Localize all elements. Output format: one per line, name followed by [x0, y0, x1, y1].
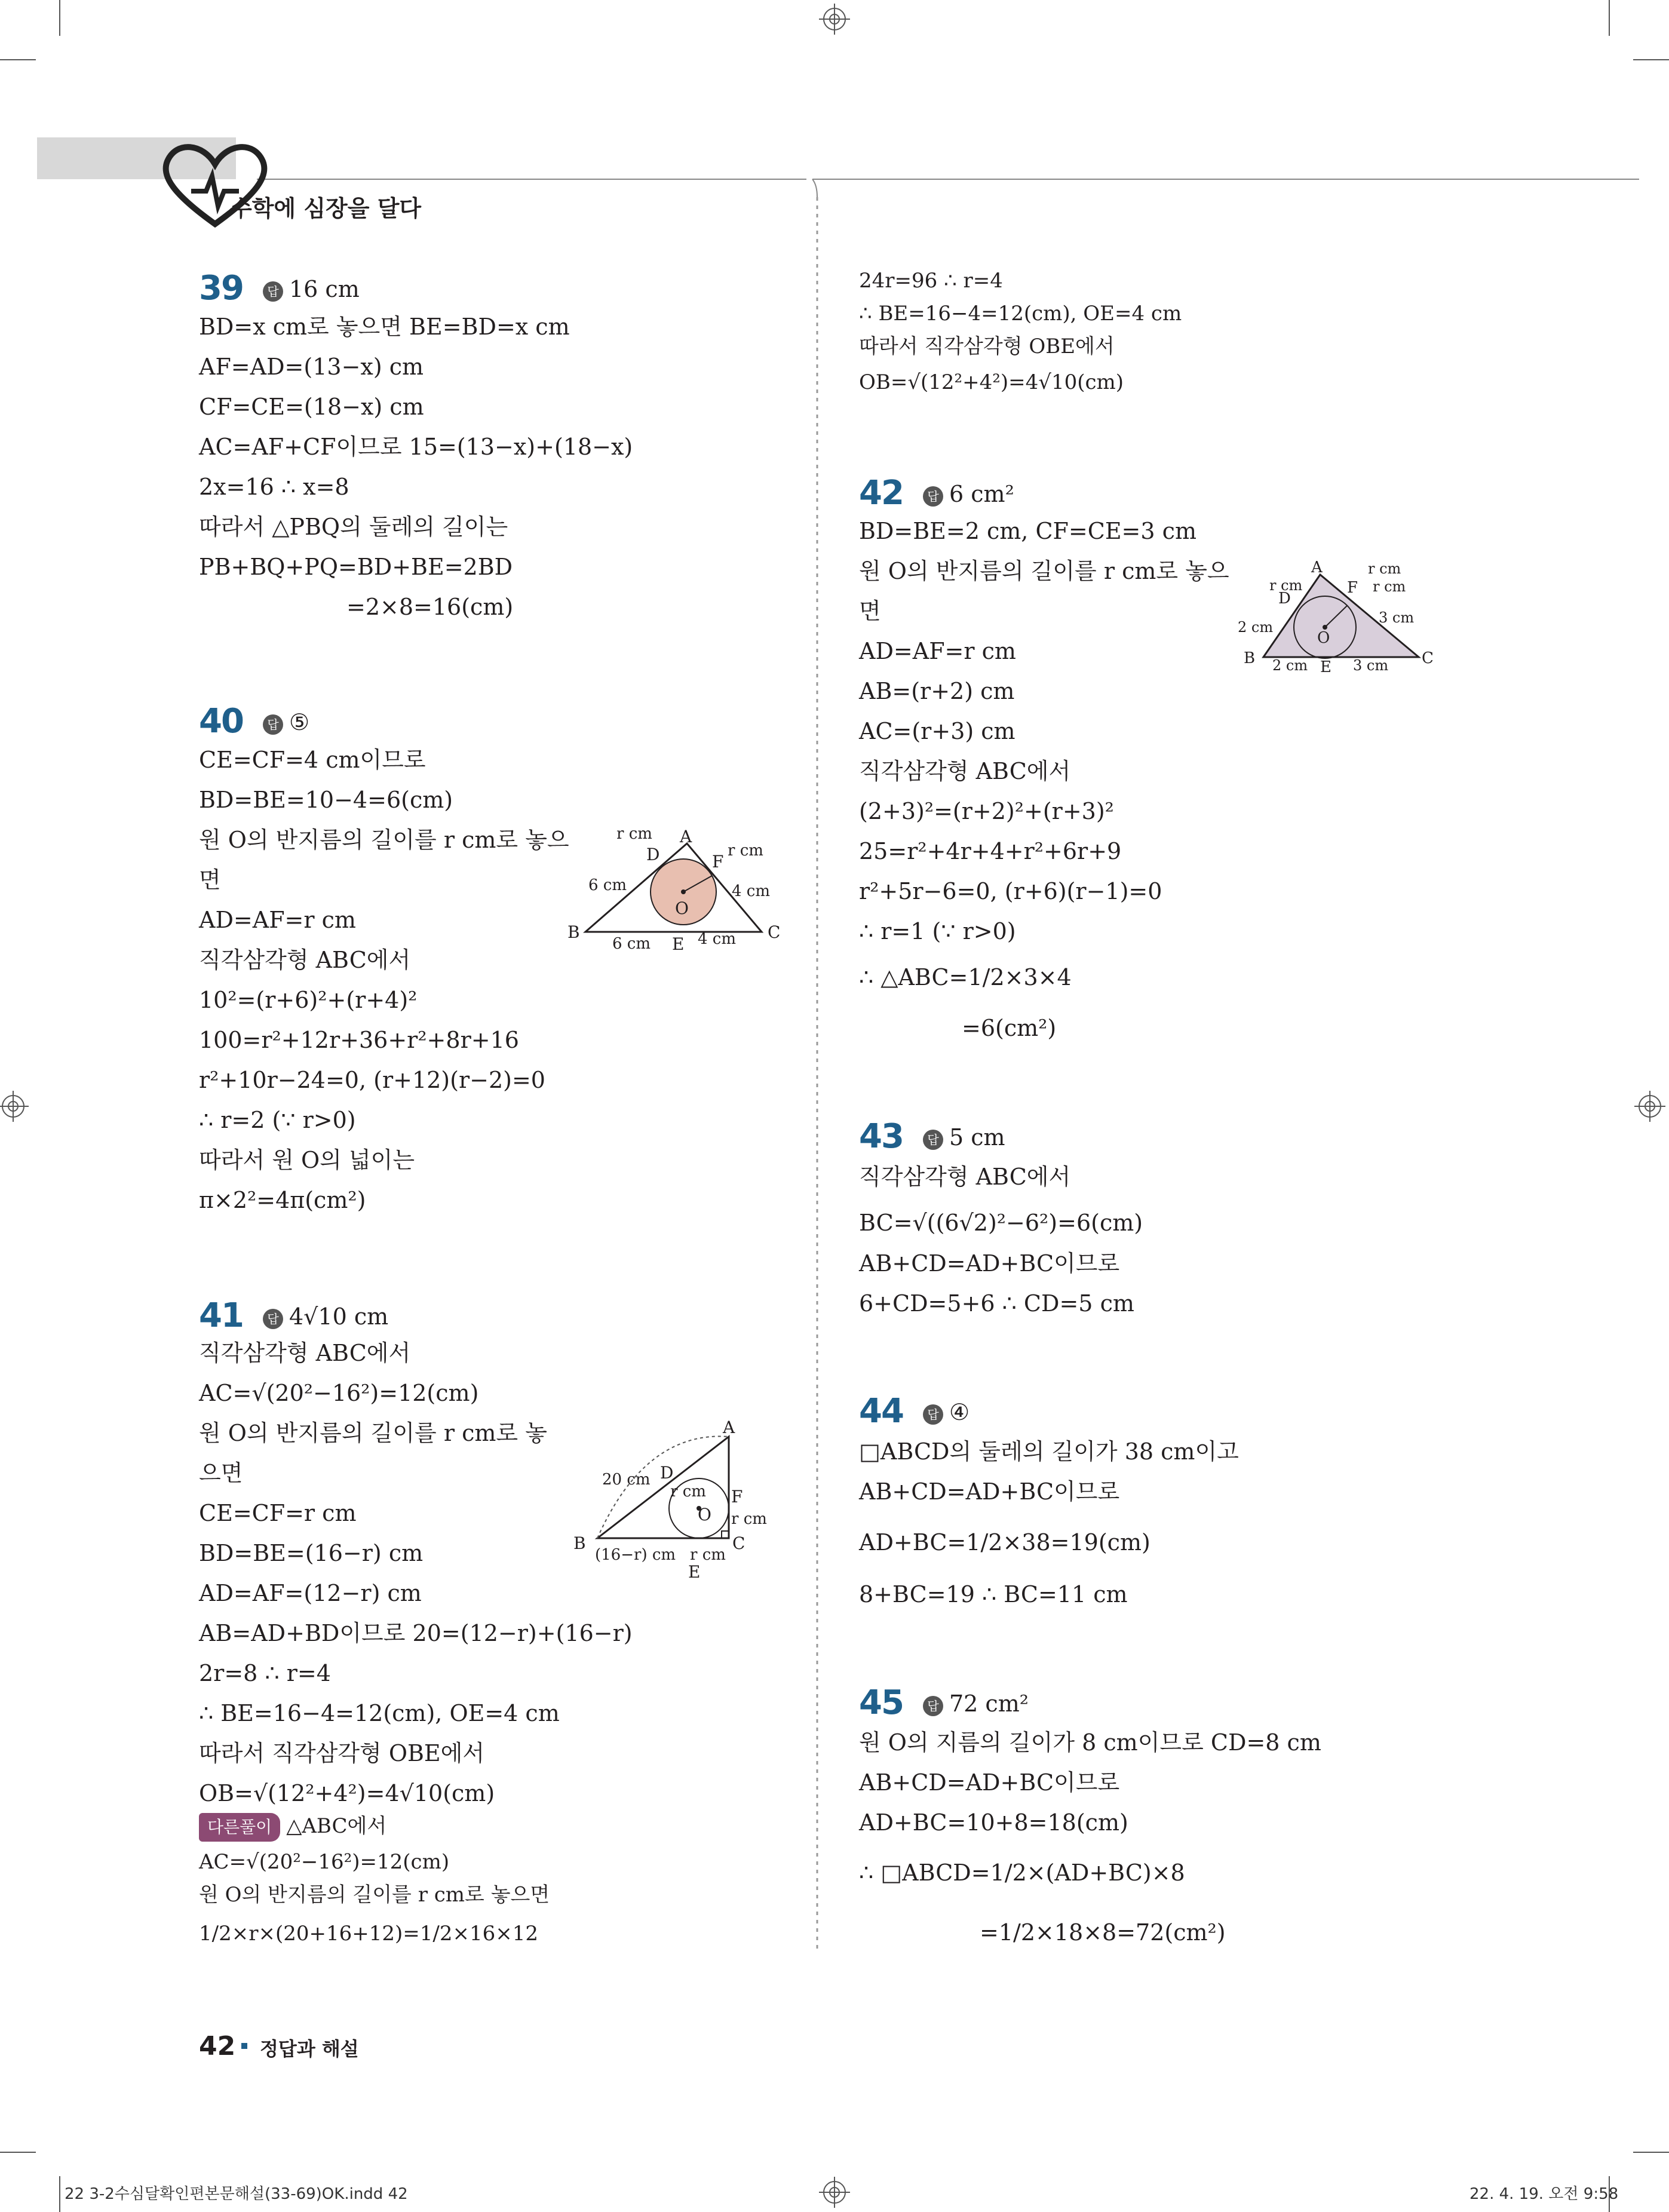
svg-text:O: O	[1317, 629, 1330, 647]
problem-number: 40	[199, 702, 243, 741]
answer-badge-icon: 답	[263, 281, 283, 302]
svg-text:E: E	[672, 934, 685, 954]
svg-text:F: F	[731, 1487, 743, 1507]
solution-line: AD=AF=r cm	[859, 638, 1016, 664]
solution-line: r²+10r−24=0, (r+12)(r−2)=0	[199, 1067, 545, 1093]
solution-line: 2x=16 ∴ x=8	[199, 474, 349, 500]
answer-badge-icon: 답	[263, 714, 283, 735]
solution-line: 100=r²+12r+36+r²+8r+16	[199, 1027, 519, 1053]
svg-text:20 cm: 20 cm	[602, 1471, 651, 1489]
solution-line: 원 O의 반지름의 길이를 r cm로 놓	[199, 1420, 547, 1446]
solution-line: AD+BC=1/2×38=19(cm)	[859, 1529, 1150, 1556]
solution-line: □ABCD의 둘레의 길이가 38 cm이고	[859, 1438, 1239, 1465]
solution-line: 직각삼각형 ABC에서	[859, 1164, 1071, 1190]
answer-badge-icon: 답	[923, 1404, 943, 1425]
answer: 답 ⑤	[263, 709, 309, 735]
solution-line: ∴ r=1 (∵ r>0)	[859, 918, 1016, 944]
solution-line: 원 O의 반지름의 길이를 r cm로 놓으면	[199, 1883, 550, 1907]
solution-line: 8+BC=19 ∴ BC=11 cm	[859, 1581, 1128, 1607]
solution-line: 따라서 원 O의 넓이는	[199, 1147, 415, 1173]
svg-text:D: D	[660, 1463, 674, 1483]
svg-text:r cm: r cm	[616, 825, 652, 843]
triangle-figure-40	[562, 824, 781, 954]
svg-text:A: A	[680, 827, 692, 846]
svg-text:F: F	[1347, 579, 1358, 597]
svg-text:4 cm: 4 cm	[732, 882, 771, 900]
solution-line: AD+BC=10+8=18(cm)	[859, 1809, 1128, 1836]
solution-line: (2+3)²=(r+2)²+(r+3)²	[859, 798, 1114, 824]
solution-line: BD=BE=10−4=6(cm)	[199, 787, 453, 813]
svg-text:4 cm: 4 cm	[698, 930, 737, 948]
solution-line: 원 O의 반지름의 길이를 r cm로 놓으	[199, 827, 569, 853]
footer-bullet-icon	[241, 2043, 247, 2049]
solution-line: 10²=(r+6)²+(r+4)²	[199, 987, 418, 1013]
solution-line: ∴ △ABC=1/2×3×4	[859, 964, 1072, 990]
svg-text:r cm: r cm	[1373, 578, 1406, 595]
solution-line: BD=BE=(16−r) cm	[199, 1540, 424, 1566]
solution-line: 원 O의 지름의 길이가 8 cm이므로 CD=8 cm	[859, 1729, 1321, 1756]
solution-line: ∴ r=2 (∵ r>0)	[199, 1107, 356, 1133]
problem-number: 43	[859, 1117, 903, 1156]
solution-line: 24r=96 ∴ r=4	[859, 269, 1003, 293]
solution-line: 직각삼각형 ABC에서	[199, 947, 411, 973]
section-title: 정답과 해설	[260, 2038, 359, 2060]
solution-line: 직각삼각형 ABC에서	[199, 1340, 411, 1366]
solution-line: 직각삼각형 ABC에서	[859, 758, 1071, 784]
svg-text:E: E	[1320, 658, 1331, 676]
answer-badge-icon: 답	[263, 1309, 283, 1329]
solution-line: AF=AD=(13−x) cm	[199, 354, 424, 380]
svg-text:6 cm: 6 cm	[612, 935, 651, 953]
svg-text:D: D	[646, 845, 660, 864]
solution-line: AB+CD=AD+BC이므로	[859, 1478, 1120, 1505]
print-date: 22. 4. 19. 오전 9:58	[1469, 2185, 1619, 2203]
alt-solution-header: 다른풀이 △ABC에서	[199, 1813, 386, 1842]
svg-text:B: B	[1244, 649, 1256, 667]
page-number: 42	[199, 2031, 236, 2061]
solution-line: AD=AF=r cm	[199, 907, 356, 933]
svg-text:3 cm: 3 cm	[1379, 609, 1415, 626]
solution-line: OB=√(12²+4²)=4√10(cm)	[859, 370, 1124, 394]
solution-line: π×2²=4π(cm²)	[199, 1187, 366, 1213]
svg-text:A: A	[723, 1418, 735, 1437]
svg-text:r cm: r cm	[1269, 577, 1303, 594]
answer: 답 6 cm²	[923, 481, 1014, 507]
problem-number: 42	[859, 474, 903, 513]
answer: 답 5 cm	[923, 1124, 1005, 1151]
svg-text:O: O	[675, 898, 689, 918]
header-title: 수학에 심장을 달다	[230, 195, 422, 222]
svg-text:r cm: r cm	[670, 1483, 706, 1501]
svg-text:2 cm: 2 cm	[1272, 657, 1308, 674]
solution-line: CF=CE=(18−x) cm	[199, 394, 424, 420]
svg-text:6 cm: 6 cm	[588, 876, 627, 894]
svg-text:B: B	[567, 922, 580, 942]
solution-line: PB+BQ+PQ=BD+BE=2BD	[199, 554, 513, 580]
solution-line: =6(cm²)	[962, 1015, 1057, 1041]
solution-line: ∴ □ABCD=1/2×(AD+BC)×8	[859, 1860, 1185, 1886]
svg-text:O: O	[698, 1505, 711, 1524]
svg-text:E: E	[688, 1562, 701, 1582]
answer-badge-icon: 답	[923, 1696, 943, 1716]
svg-text:r cm: r cm	[690, 1546, 726, 1564]
answer: 답 ④	[923, 1399, 970, 1425]
triangle-figure-42	[1237, 556, 1440, 675]
solution-line: CE=CF=r cm	[199, 1500, 357, 1526]
solution-line: 1/2×r×(20+16+12)=1/2×16×12	[199, 1922, 538, 1946]
solution-line: BC=√((6√2)²−6²)=6(cm)	[859, 1210, 1143, 1236]
svg-text:C: C	[768, 922, 781, 942]
answer: 답 16 cm	[263, 276, 360, 302]
solution-line: 6+CD=5+6 ∴ CD=5 cm	[859, 1290, 1134, 1317]
svg-text:2 cm: 2 cm	[1238, 619, 1274, 636]
solution-line: 으면	[199, 1460, 243, 1486]
problem-number: 41	[199, 1296, 243, 1335]
solution-line: 면	[859, 598, 881, 624]
svg-text:D: D	[1278, 590, 1291, 608]
solution-line: AC=AF+CF이므로 15=(13−x)+(18−x)	[199, 434, 633, 460]
solution-line: 2r=8 ∴ r=4	[199, 1660, 331, 1686]
svg-text:(16−r) cm: (16−r) cm	[595, 1546, 676, 1564]
solution-line: OB=√(12²+4²)=4√10(cm)	[199, 1780, 495, 1806]
problem-number: 45	[859, 1683, 903, 1722]
svg-text:C: C	[732, 1533, 745, 1553]
solution-line: 25=r²+4r+4+r²+6r+9	[859, 838, 1122, 864]
solution-line: =1/2×18×8=72(cm²)	[980, 1919, 1226, 1946]
svg-text:r cm: r cm	[731, 1510, 767, 1528]
answer-badge-icon: 답	[923, 1130, 943, 1150]
solution-line: ∴ BE=16−4=12(cm), OE=4 cm	[859, 302, 1182, 326]
solution-line: r²+5r−6=0, (r+6)(r−1)=0	[859, 878, 1162, 904]
solution-line: 원 O의 반지름의 길이를 r cm로 놓으	[859, 558, 1229, 584]
svg-text:3 cm: 3 cm	[1353, 657, 1389, 674]
svg-text:r cm: r cm	[1368, 560, 1401, 577]
problem-number: 44	[859, 1392, 903, 1431]
alt-solution-chip: 다른풀이	[199, 1813, 280, 1842]
solution-line: AB=(r+2) cm	[859, 678, 1015, 704]
problem-number: 39	[199, 269, 243, 308]
svg-text:B: B	[573, 1533, 586, 1553]
file-name: 22 3-2수심달확인편본문해설(33-69)OK.indd 42	[65, 2185, 408, 2203]
solution-line: AC=(r+3) cm	[859, 718, 1015, 744]
answer: 답 4√10 cm	[263, 1303, 388, 1330]
answer: 답 72 cm²	[923, 1691, 1029, 1717]
solution-line: CE=CF=4 cm이므로	[199, 747, 426, 773]
svg-text:F: F	[712, 852, 724, 872]
solution-line: 따라서 직각삼각형 OBE에서	[859, 335, 1115, 358]
solution-line: AB+CD=AD+BC이므로	[859, 1769, 1120, 1796]
solution-line: 따라서 직각삼각형 OBE에서	[199, 1740, 485, 1766]
svg-text:C: C	[1422, 649, 1434, 667]
solution-line: AC=√(20²−16²)=12(cm)	[199, 1380, 479, 1406]
solution-line: AB=AD+BD이므로 20=(12−r)+(16−r)	[199, 1620, 633, 1646]
svg-text:A: A	[1311, 559, 1323, 576]
solution-line: AD=AF=(12−r) cm	[199, 1580, 422, 1606]
solution-line: AB+CD=AD+BC이므로	[859, 1250, 1120, 1277]
solution-line: BD=BE=2 cm, CF=CE=3 cm	[859, 518, 1196, 544]
triangle-figure-41	[573, 1419, 777, 1586]
solution-line: BD=x cm로 놓으면 BE=BD=x cm	[199, 314, 570, 340]
solution-line: AC=√(20²−16²)=12(cm)	[199, 1850, 450, 1874]
answer-badge-icon: 답	[923, 486, 943, 507]
solution-line: =2×8=16(cm)	[346, 594, 514, 620]
svg-text:r cm: r cm	[728, 842, 763, 860]
solution-line: 면	[199, 867, 221, 893]
solution-line: 따라서 △PBQ의 둘레의 길이는	[199, 514, 508, 540]
solution-line: ∴ BE=16−4=12(cm), OE=4 cm	[199, 1700, 560, 1726]
